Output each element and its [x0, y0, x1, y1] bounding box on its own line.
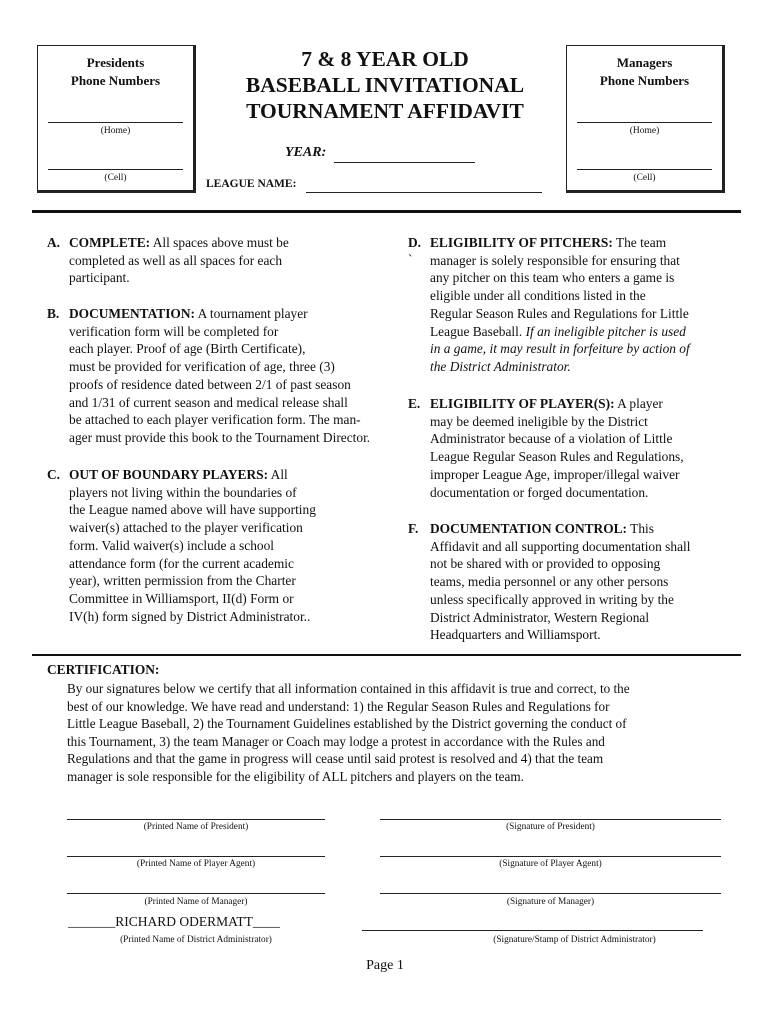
document-title: 7 & 8 YEAR OLD BASEBALL INVITATIONAL TOURNAMENT AFFIDAVIT — [245, 47, 525, 123]
player-agent-name-caption: (Printed Name of Player Agent) — [136, 859, 256, 869]
certification-text: By our signatures below we certify that all information contained in this affidavit is true and correct, to the best of our knowledge. We have read and understand: 1) the Regular Season Rules and Regulations for Little League Baseball, 2) the Tournament Guidelines established by the District governing the conduct of this Tournament, 3) the team Manager or Coach may lodge a protest in accordance with the Rules and Regulations and that the game in progress will cease until said protest is resolved and 4) that the team manager is sole responsible for the eligibility of ALL pitchers and players on the team. — [67, 681, 630, 784]
manager-signature-caption: (Signature of Manager) — [506, 897, 595, 907]
district-administrator-signature-caption: (Signature/Stamp of District Administrator) — [493, 935, 656, 945]
section-e-heading: ELIGIBILITY OF PLAYER(S): — [430, 396, 615, 411]
manager-cell-phone-field[interactable] — [577, 169, 712, 170]
page-number: Page 1 — [366, 958, 404, 973]
section-d-stray-mark: ` — [408, 252, 413, 267]
president-name-field[interactable] — [67, 819, 325, 820]
managers-box-title: Managers Phone Numbers — [599, 55, 690, 88]
player-agent-signature-caption: (Signature of Player Agent) — [499, 859, 602, 869]
section-f-heading: DOCUMENTATION CONTROL: — [430, 521, 628, 536]
header-divider — [32, 210, 741, 213]
district-administrator-name: _______RICHARD ODERMATT____ — [68, 914, 280, 929]
manager-cell-caption: (Cell) — [633, 173, 656, 183]
section-b-letter: B. — [47, 306, 60, 321]
section-d-warning: If an ineligible pitcher is used — [525, 323, 686, 339]
section-b: B. DOCUMENTATION: A tournament player verification form will be completed for each player. Proof of age (Birth Certificate), must be provided for verification of age, three (3) proofs of residence dated between 2/1 of past season and 1/31 of current season and medical release shall be attached to each player verification form. The man- ager must provide this book to the Tournament Director. — [47, 306, 371, 445]
section-c: C. OUT OF BOUNDARY PLAYERS: All players not living within the boundaries of the League named above will have supporting waiver(s) attached to the player verification form. Valid waiver(s) include a school attendance form (for the current academic year), written permission from the Charter Committee in Williamsport, II(d) Form or IV(h) form signed by District Administrator.. — [47, 467, 316, 624]
district-administrator-name-caption: (Printed Name of District Administrator) — [120, 935, 272, 945]
section-f-letter: F. — [408, 521, 419, 536]
section-a-heading: COMPLETE: — [69, 235, 151, 250]
presidents-phone-box — [37, 45, 196, 193]
president-signature-caption: (Signature of President) — [506, 822, 595, 832]
section-a-letter: A. — [47, 235, 61, 250]
section-b-heading: DOCUMENTATION: — [69, 306, 195, 321]
manager-signature-field[interactable] — [380, 893, 721, 894]
section-c-letter: C. — [47, 467, 61, 482]
section-d: D. ` ELIGIBILITY OF PITCHERS: The team manager is solely responsible for ensuring that any pitcher on this team who enters a game is eligible under all conditions listed in the Regular Season Rules and Regulations for Little League Baseball. If an ineligible pitcher is used in a game, it may result in forfeiture by action of the District Administrator. — [408, 235, 690, 374]
president-cell-phone-field[interactable] — [48, 169, 183, 170]
section-e: E. ELIGIBILITY OF PLAYER(S): A player may be deemed ineligible by the District Administrator because of a violation of Little League Regular Season Rules and Regulations, improper League Age, improper/illegal waiver documentation or forged documentation. — [408, 396, 684, 500]
district-administrator-signature-field[interactable] — [362, 930, 703, 931]
section-e-letter: E. — [408, 396, 421, 411]
league-name-field[interactable] — [306, 192, 542, 193]
section-d-letter: D. — [408, 235, 422, 250]
certification-heading: CERTIFICATION: — [47, 662, 160, 677]
manager-name-field[interactable] — [67, 893, 325, 894]
manager-home-phone-field[interactable] — [577, 122, 712, 123]
presidents-box-title: Presidents Phone Numbers — [70, 55, 161, 88]
league-name-label: LEAGUE NAME: — [206, 178, 297, 190]
section-c-heading: OUT OF BOUNDARY PLAYERS: — [69, 467, 269, 482]
manager-home-caption: (Home) — [629, 126, 660, 136]
certification-divider — [32, 654, 741, 656]
section-d-heading: ELIGIBILITY OF PITCHERS: — [430, 235, 613, 250]
managers-phone-box — [566, 45, 725, 193]
president-name-caption: (Printed Name of President) — [143, 822, 249, 832]
manager-name-caption: (Printed Name of Manager) — [144, 897, 248, 907]
section-a: A. COMPLETE: All spaces above must be completed as well as all spaces for each participant. — [47, 235, 289, 286]
president-signature-field[interactable] — [380, 819, 721, 820]
president-home-caption: (Home) — [100, 126, 131, 136]
president-home-phone-field[interactable] — [48, 122, 183, 123]
player-agent-name-field[interactable] — [67, 856, 325, 857]
player-agent-signature-field[interactable] — [380, 856, 721, 857]
president-cell-caption: (Cell) — [104, 173, 127, 183]
year-label: YEAR: — [285, 145, 327, 160]
year-field[interactable] — [334, 162, 475, 163]
section-f: F. DOCUMENTATION CONTROL: This Affidavit and all supporting documentation shall not be shared with or provided to opposing teams, media personnel or any other persons unless specifically approved in writing by the District Administrator, Western Regional Headquarters and Williamsport. — [408, 521, 691, 643]
